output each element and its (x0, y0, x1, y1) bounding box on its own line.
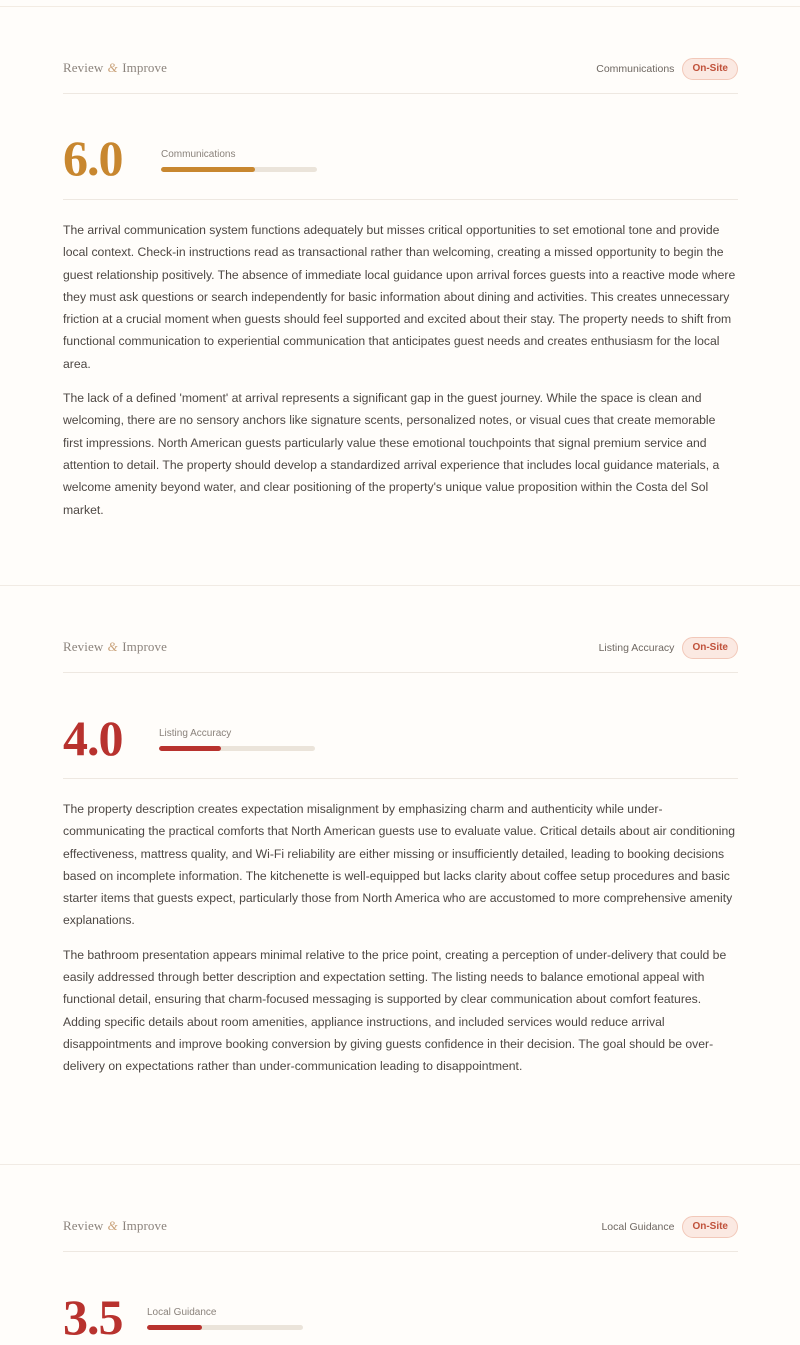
metric-label: Listing Accuracy (159, 728, 232, 739)
score-bar-track (159, 746, 315, 751)
score-bar-fill (147, 1325, 202, 1330)
metric-label: Local Guidance (147, 1307, 217, 1318)
brand-word-improve: Improve (122, 1218, 167, 1233)
brand-ampersand: & (107, 60, 118, 75)
body-paragraph: The lack of a defined 'moment' at arrival represents a significant gap in the guest journey. While the space is clean and welcoming, there are no sensory anchors like signature scents, personalized notes, or visual cues that create memorable first impressions. North American guests particularly value these emotional touchpoints that signal premium service and attention to detail. The property should develop a standardized arrival experience that includes local guidance materials, a welcome amenity beyond water, and clear positioning of the property's unique value proposition within the Costa del Sol market. (63, 391, 720, 517)
score-bar-track (161, 167, 317, 172)
brand-wordmark (63, 60, 167, 76)
body-paragraph: The property description creates expectation misalignment by emphasizing charm and authenticity while under-communicating the practical comforts that North American guests use to evaluate value. Critical details about air conditioning effectiveness, mattress quality, and Wi-Fi reliability are either missing or insufficiently detailed, leading to booking decisions based on incomplete information. The kitchenette is well-equipped but lacks clarity about coffee setup procedures and basic starter items that guests expect, particularly those from North America who are accustomed to more comprehensive amenity explanations. (63, 802, 736, 928)
category-label: Communications (596, 63, 675, 75)
score-bar-fill (161, 167, 255, 172)
score-value: 3.5 (63, 1289, 123, 1345)
brand-word-improve: Improve (122, 60, 167, 75)
score-bar-fill (159, 746, 221, 751)
score-value: 6.0 (63, 130, 123, 186)
header-divider (63, 93, 738, 94)
section-divider (0, 585, 800, 586)
category-label: Listing Accuracy (598, 642, 675, 654)
brand-word-review: Review (63, 639, 104, 654)
top-rule (0, 6, 800, 7)
section-divider (0, 1164, 800, 1165)
brand-word-review: Review (63, 60, 104, 75)
brand-word-review: Review (63, 1218, 104, 1233)
brand-wordmark (63, 639, 167, 655)
on-site-badge: On-Site (682, 637, 738, 659)
body-paragraph: The arrival communication system functions adequately but misses critical opportunities to set emotional tone and provide local context. Check-in instructions read as transactional rather than welcoming, creating a missed opportunity to begin the guest relationship positively. The absence of immediate local guidance upon arrival forces guests into a reactive mode where they must ask questions or search independently for basic information about dining and activities. This creates unnecessary friction at a crucial moment when guests should feel supported and excited about their stay. The property needs to shift from functional communication to experiential communication that anticipates guest needs and creates enthusiasm for the local area. (63, 223, 736, 371)
body-paragraph: The bathroom presentation appears minimal relative to the price point, creating a perception of under-delivery that could be easily addressed through better description and expectation setting. The listing needs to balance emotional appeal with functional detail, ensuring that charm-focused messaging is supported by clear communication about comfort features. Adding specific details about room amenities, appliance instructions, and included services would reduce arrival disappointments and improve booking conversion by giving guests confidence in their decision. The goal should be over-delivery on expectations rather than under-communication leading to disappointment. (63, 947, 727, 1074)
brand-wordmark (63, 1218, 167, 1234)
brand-word-improve: Improve (122, 639, 167, 654)
header-divider (63, 672, 738, 673)
header-divider (63, 1251, 738, 1252)
brand-ampersand: & (107, 1218, 118, 1233)
section-header-local-guidance (63, 1216, 738, 1240)
score-bar-track (147, 1325, 303, 1330)
brand-ampersand: & (107, 639, 118, 654)
category-label: Local Guidance (601, 1221, 675, 1233)
section-header-listing-accuracy (63, 637, 738, 661)
section-body-listing-accuracy (63, 798, 738, 1090)
score-divider (63, 778, 738, 779)
on-site-badge: On-Site (682, 1216, 738, 1238)
score-value: 4.0 (63, 710, 123, 766)
section-body-communications (63, 219, 738, 533)
on-site-badge: On-Site (682, 58, 738, 80)
section-header-communications (63, 58, 738, 82)
score-divider (63, 199, 738, 200)
metric-label: Communications (161, 149, 236, 160)
